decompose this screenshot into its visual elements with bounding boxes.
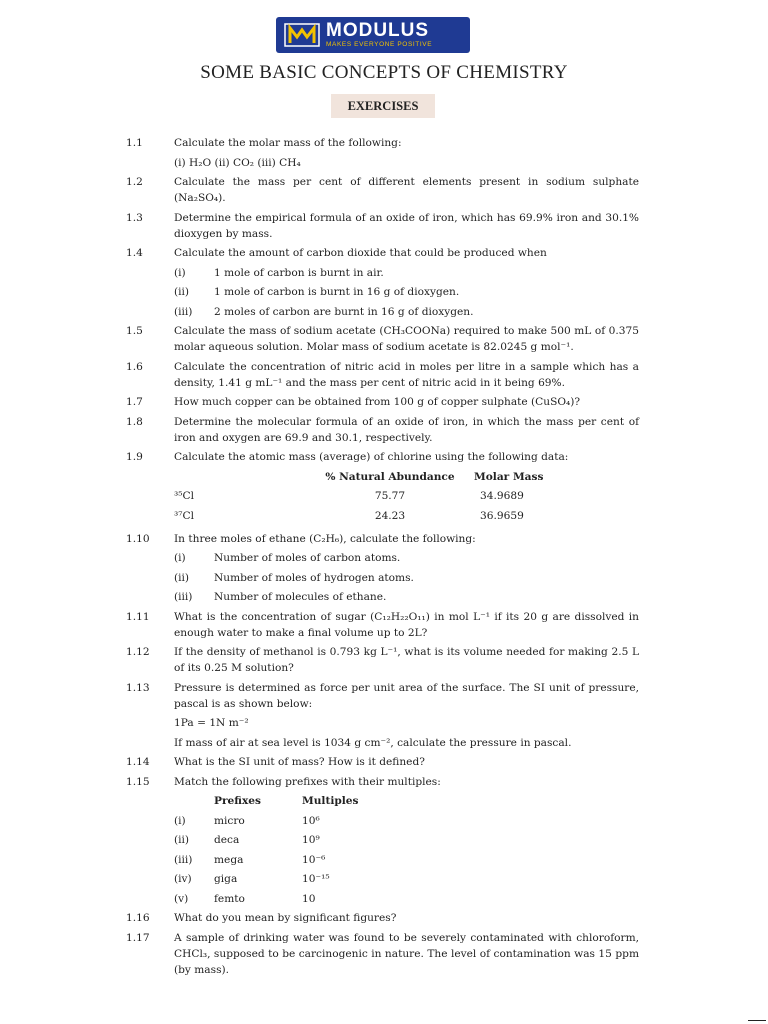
question-text: What do you mean by significant figures? xyxy=(174,912,397,924)
sub-item xyxy=(0,265,768,281)
table-cell: 75.77 xyxy=(374,490,406,502)
question-text: Determine the molecular formula of an oxide of iron, in which the mass per cent of iron and oxygen are 69.9 and 30.1, respectively. xyxy=(174,415,639,444)
modulus-m-icon xyxy=(284,21,320,49)
question-number: 1.7 xyxy=(126,396,143,408)
question-number: 1.10 xyxy=(126,532,150,545)
table-header: Molar Mass xyxy=(474,470,544,483)
question-number: 1.14 xyxy=(126,756,150,768)
table-cell: ³⁵Cl xyxy=(174,490,194,502)
table-cell: (i) xyxy=(174,814,186,827)
sub-item-numeral: (i) xyxy=(174,552,186,564)
question-item xyxy=(0,210,639,242)
question-item xyxy=(0,754,639,770)
question-number: 1.4 xyxy=(126,247,143,259)
question-item xyxy=(0,449,639,465)
sub-item-numeral: (i) xyxy=(174,266,186,279)
brand-logo xyxy=(276,17,470,53)
question-text: Pressure is determined as force per unit area of the surface. The SI unit of pressure, pascal is as shown below: xyxy=(174,681,639,710)
isotope-table xyxy=(174,469,768,528)
question-number: 1.16 xyxy=(126,912,150,924)
sub-item xyxy=(0,589,768,605)
sub-item-numeral: (iii) xyxy=(174,305,193,318)
sub-item-text: Number of moles of carbon atoms. xyxy=(214,552,401,564)
sub-item xyxy=(0,304,768,320)
question-text: Determine the empirical formula of an oxide of iron, which has 69.9% iron and 30.1% dioxygen by mass. xyxy=(174,211,639,240)
question-item xyxy=(0,245,639,261)
question-text: Calculate the concentration of nitric acid in moles per litre in a sample which has a density, 1.41 g mL⁻¹ and the mass per cent of nitric acid in it being 69%. xyxy=(174,360,639,389)
question-text: How much copper can be obtained from 100 g of copper sulphate (CuSO₄)? xyxy=(174,396,581,408)
table-cell: 10⁻¹⁵ xyxy=(302,873,330,885)
question-number: 1.9 xyxy=(126,451,143,463)
table-cell: micro xyxy=(214,814,245,827)
table-cell: deca xyxy=(214,834,240,846)
question-item xyxy=(0,414,639,446)
question-item xyxy=(0,359,639,391)
question-text: Match the following prefixes with their multiples: xyxy=(174,775,441,788)
exercise-list xyxy=(0,135,768,981)
table-cell: 36.9659 xyxy=(480,509,524,522)
question-number: 1.12 xyxy=(126,646,150,658)
question-item xyxy=(0,774,639,790)
table-cell: 10 xyxy=(302,892,316,905)
table-cell: femto xyxy=(214,892,245,905)
table-cell: (v) xyxy=(174,892,189,905)
sub-item-text: 2 moles of carbon are burnt in 16 g of dioxygen. xyxy=(214,305,474,318)
table-cell: 10⁻⁶ xyxy=(302,853,326,866)
section-heading: EXERCISES xyxy=(331,94,435,118)
table-cell: (ii) xyxy=(174,834,190,846)
question-text: Calculate the mass of sodium acetate (CH₃COONa) required to make 500 mL of 0.375 molar aqueous solution. Molar mass of sodium acetate is 82.0245 g mol⁻¹. xyxy=(174,325,639,353)
table-header xyxy=(174,469,310,485)
question-text: Calculate the molar mass of the following: xyxy=(174,137,402,149)
question-item xyxy=(0,135,639,151)
table-cell: mega xyxy=(214,853,244,866)
prefix-table xyxy=(174,793,768,910)
question-text: Calculate the mass per cent of different elements present in sodium sulphate (Na₂SO₄). xyxy=(174,176,639,204)
question-number: 1.8 xyxy=(126,415,143,428)
question-text: What is the concentration of sugar (C₁₂H₂₂O₁₁) in mol L⁻¹ if its 20 g are dissolved in enough water to make a final volume up to 2L? xyxy=(174,610,639,639)
question-item xyxy=(0,323,639,355)
table-cell: (iii) xyxy=(174,853,193,866)
question-item xyxy=(0,531,639,547)
sub-item xyxy=(0,570,768,586)
table-cell: 24.23 xyxy=(374,509,406,522)
table-cell: (iv) xyxy=(174,873,192,885)
question-number: 1.2 xyxy=(126,176,143,188)
table-cell: ³⁷Cl xyxy=(174,509,194,522)
table-cell: 10⁶ xyxy=(302,814,320,827)
table-header: Multiples xyxy=(302,795,359,807)
formula: 1Pa = 1N m⁻² xyxy=(174,717,249,729)
question-number: 1.3 xyxy=(126,211,143,224)
question-text: Calculate the atomic mass (average) of chlorine using the following data: xyxy=(174,451,569,463)
sub-item xyxy=(0,550,768,566)
sub-item-text: Number of molecules of ethane. xyxy=(214,591,387,603)
question-subline: If mass of air at sea level is 1034 g cm⁻², calculate the pressure in pascal. xyxy=(174,736,572,749)
sub-item-text: 1 mole of carbon is burnt in 16 g of dioxygen. xyxy=(214,286,460,298)
sub-item-numeral: (iii) xyxy=(174,591,193,603)
question-item xyxy=(0,394,639,410)
question-item xyxy=(0,174,639,206)
question-number: 1.17 xyxy=(126,931,150,944)
question-text: What is the SI unit of mass? How is it defined? xyxy=(174,756,425,768)
table-header: Prefixes xyxy=(214,795,262,807)
sub-item xyxy=(0,284,768,300)
table-cell: giga xyxy=(214,873,238,885)
sub-item-text: 1 mole of carbon is burnt in air. xyxy=(214,266,384,279)
page-title: SOME BASIC CONCEPTS OF CHEMISTRY xyxy=(200,62,568,83)
question-subline: (i) H₂O (ii) CO₂ (iii) CH₄ xyxy=(174,156,301,169)
question-text: A sample of drinking water was found to be severely contaminated with chloroform, CHCl₃, supposed to be carcinogenic in nature. The level of contamination was 15 ppm (by mass). xyxy=(174,931,639,976)
question-item xyxy=(0,910,639,926)
question-number: 1.1 xyxy=(126,137,143,149)
question-item xyxy=(0,680,639,712)
page-edge-mark xyxy=(748,1020,766,1021)
question-item xyxy=(0,930,639,978)
brand-tagline: MAKES EVERYONE POSITIVE xyxy=(326,41,433,49)
sub-item-numeral: (ii) xyxy=(174,286,190,298)
table-cell: 34.9689 xyxy=(480,490,524,502)
question-text: If the density of methanol is 0.793 kg L⁻¹, what is its volume needed for making 2.5 L of its 0.25 M solution? xyxy=(174,646,639,674)
brand-name: MODULUS xyxy=(326,20,430,42)
question-number: 1.13 xyxy=(126,681,150,694)
table-cell: 10⁹ xyxy=(302,834,320,846)
question-number: 1.5 xyxy=(126,325,143,337)
sub-item-numeral: (ii) xyxy=(174,571,190,584)
question-text: Calculate the amount of carbon dioxide that could be produced when xyxy=(174,247,547,259)
question-number: 1.11 xyxy=(126,610,150,623)
question-number: 1.15 xyxy=(126,775,150,788)
table-header xyxy=(174,793,214,809)
question-text: In three moles of ethane (C₂H₆), calculate the following: xyxy=(174,532,476,545)
table-header: % Natural Abundance xyxy=(325,470,455,483)
sub-item-text: Number of moles of hydrogen atoms. xyxy=(214,571,414,584)
question-item xyxy=(0,609,639,641)
question-item xyxy=(0,644,639,676)
question-number: 1.6 xyxy=(126,360,143,373)
